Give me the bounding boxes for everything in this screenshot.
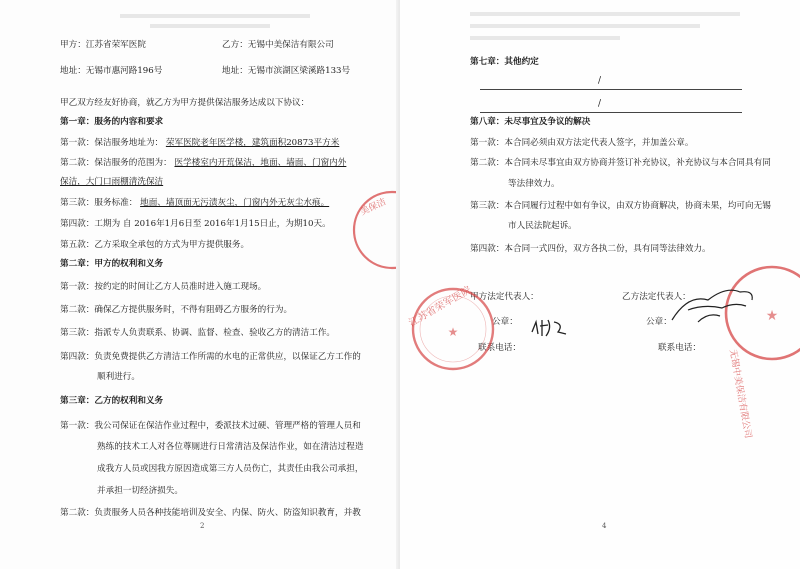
clause-3-1-line2: 熟练的技术工人对各位尊厕进行日常清洁及保洁作业，如在清洁过程造	[97, 442, 364, 452]
bleed-through-text	[470, 24, 700, 28]
clause-2-2: 第二款：确保乙方提供服务时，不得有阻碍乙方服务的行为。	[60, 305, 293, 315]
star-icon: ★	[765, 308, 779, 324]
blank-line	[480, 112, 742, 113]
star-icon: ★	[447, 325, 459, 339]
clause-2-4: 第四款：负责免费提供乙方清洁工作所需的水电的正常供应，以保证乙方工作的	[60, 352, 361, 362]
slash-mark: /	[598, 76, 602, 86]
party-a-phone: 联系电话：	[478, 343, 521, 353]
seal-text: 江苏省荣军医院	[407, 284, 474, 330]
page-number: 2	[200, 522, 205, 530]
clause-8-4: 第四款：本合同一式四份，双方各执二份，具有同等法律效力。	[470, 244, 711, 254]
clause-2-3: 第三款：指派专人负责联系、协调、监督、检查、验收乙方的清洁工作。	[60, 328, 336, 338]
clause-3-2: 第二款：负责服务人员各种技能培训及安全、内保、防火、防盗知识教育，并教	[60, 508, 361, 518]
party-b-phone: 联系电话：	[658, 343, 701, 353]
chapter-3-title: 第三章：乙方的权利和义务	[60, 396, 164, 406]
party-b: 乙方：无锡中美保洁有限公司	[222, 40, 334, 50]
intro-text: 甲乙双方经友好协商，就乙方为甲方提供保洁服务达成以下协议：	[60, 98, 310, 108]
seal-text: 美保洁	[359, 197, 388, 218]
clause-3-1-line4: 并承担一切经济损失。	[97, 486, 183, 496]
service-scope-value: 医学楼室内开荒保洁，地面、墙面、门窗内外	[174, 158, 347, 168]
service-standard-value: 地面、墙顶面无污渍灰尘，门窗内外无灰尘水痕。	[140, 198, 330, 208]
clause-1-4: 第四款：工期为 自 2016年1月6日至 2016年1月15日止，为期10天。	[60, 219, 331, 229]
clause-8-2-cont: 等法律效力。	[508, 179, 560, 189]
party-a-representative: 甲方法定代表人：	[470, 292, 539, 302]
clause-label: 第二款：保洁服务的范围为：	[60, 158, 172, 168]
clause-1-2	[60, 158, 346, 169]
clause-2-4-cont: 顺利进行。	[97, 372, 140, 382]
clause-1-5: 第五款：乙方采取全承包的方式为甲方提供服务。	[60, 240, 250, 250]
clause-3-1: 第一款：我公司保证在保洁作业过程中，委派技术过硬、管理严格的管理人员和	[60, 421, 361, 431]
bleed-through-text	[120, 14, 310, 18]
signature-a-icon	[528, 312, 573, 340]
clause-label: 第一款：保洁服务地址为：	[60, 138, 164, 148]
address-b: 地址：无锡市滨湖区梁溪路133号	[222, 66, 351, 76]
chapter-2-title: 第二章：甲方的权利和义务	[60, 259, 164, 269]
party-b-representative: 乙方法定代表人：	[622, 292, 691, 302]
clause-3-1-line3: 成我方人员或因我方原因造成第三方人员伤亡，其责任由我公司承担，	[97, 464, 364, 474]
seal-text: 无锡中美保洁有限公司	[727, 348, 753, 440]
clause-8-3-cont: 市人民法院起诉。	[508, 221, 577, 231]
clause-8-2: 第二款：本合同未尽事宜由双方协商并签订补充协议，补充协议与本合同具有同	[470, 158, 771, 168]
bleed-through-text	[470, 12, 740, 16]
service-address-value: 荣军医院老年医学楼，建筑面积20873平方米	[165, 138, 340, 148]
clause-1-3	[60, 198, 329, 209]
chapter-1-title: 第一章：服务的内容和要求	[60, 117, 164, 127]
slash-mark: /	[598, 99, 602, 109]
page-number: 4	[602, 522, 607, 530]
bleed-through-text	[470, 36, 620, 40]
service-scope-cont: 保洁，大门口雨棚清洗保洁	[60, 177, 164, 187]
party-a-seal-label: 公章：	[492, 317, 518, 327]
clause-8-1: 第一款：本合同必须由双方法定代表人签字，并加盖公章。	[470, 138, 694, 148]
clause-label: 第三款：服务标准：	[60, 198, 138, 208]
party-b-seal-label: 公章：	[646, 317, 672, 327]
chapter-7-title: 第七章：其他约定	[470, 57, 539, 67]
chapter-8-title: 第八章：未尽事宜及争议的解决	[470, 117, 591, 127]
clause-1-1	[60, 138, 339, 149]
clause-8-3: 第三款：本合同履行过程中如有争议，由双方协商解决，协商未果，均可向无锡	[470, 201, 771, 211]
bleed-through-text	[150, 24, 270, 28]
signature-b-icon	[668, 282, 758, 330]
party-a: 甲方：江苏省荣军医院	[60, 40, 146, 50]
address-a: 地址：无锡市惠河路196号	[60, 66, 163, 76]
clause-2-1: 第一款：按约定的时间让乙方人员准时进入施工现场。	[60, 282, 267, 292]
hospital-seal-icon	[408, 284, 498, 374]
blank-line	[480, 89, 742, 90]
